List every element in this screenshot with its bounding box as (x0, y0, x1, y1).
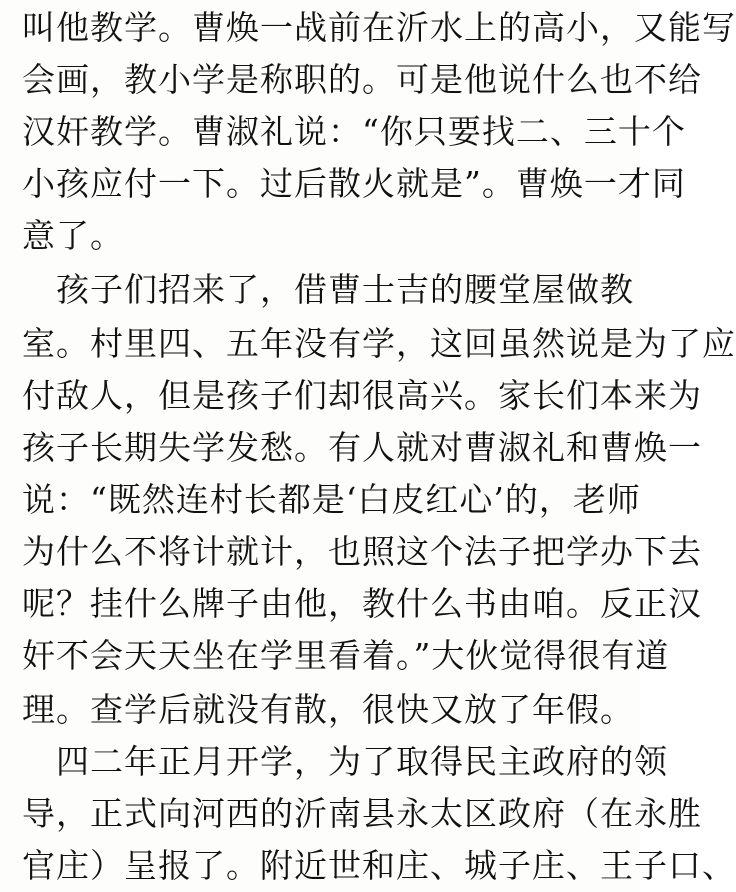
paragraph-first-line: 四二年正月开学，为了取得民主政府的领 (56, 742, 668, 781)
text-line: 说：“既然连村长都是‘白皮红心’的，老师 (22, 480, 641, 519)
text-line: 叫他教学。曹焕一战前在沂水上的高小，又能写 (22, 8, 736, 47)
text-line: 孩子长期失学发愁。有人就对曹淑礼和曹焕一 (22, 428, 702, 467)
text-line: 意了。 (22, 216, 124, 255)
text-line: 为什么不将计就计，也照这个法子把学办下去 (22, 532, 702, 571)
text-line: 导，正式向河西的沂南县永太区政府（在永胜 (22, 794, 702, 833)
text-line: 奸不会天天坐在学里看着。”大伙觉得很有道 (22, 636, 670, 675)
text-line: 理。查学后就没有散，很快又放了年假。 (22, 690, 634, 729)
paragraph-first-line: 孩子们招来了，借曹士吉的腰堂屋做教 (56, 270, 634, 309)
text-line: 呢？挂什么牌子由他，教什么书由咱。反正汉 (22, 584, 702, 623)
text-line: 官庄）呈报了。附近世和庄、城子庄、王子口、 (22, 846, 736, 885)
text-line: 会画，教小学是称职的。可是他说什么也不给 (22, 60, 702, 99)
text-line: 小孩应付一下。过后散火就是”。曹焕一才同 (22, 164, 686, 203)
text-line: 付敌人，但是孩子们却很高兴。家长们本来为 (22, 376, 702, 415)
text-line: 室。村里四、五年没有学，这回虽然说是为了应 (22, 324, 736, 363)
text-line: 汉奸教学。曹淑礼说：“你只要找二、三十个 (22, 112, 686, 151)
